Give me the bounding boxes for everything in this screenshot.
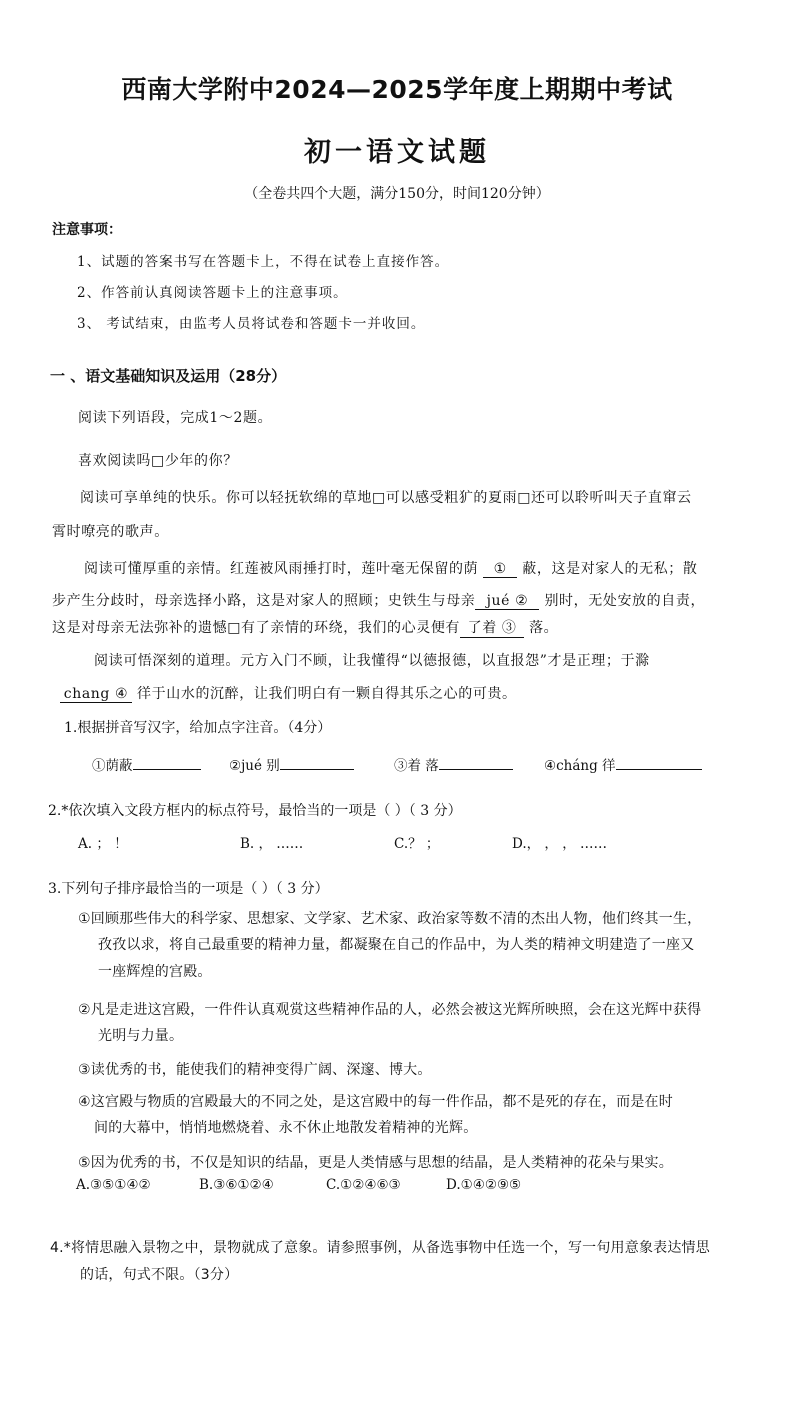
exam-meta: （全卷共四个大题，满分150分，时间120分钟） <box>244 186 550 202</box>
passage-text: 别时，无处安放的自责， <box>539 593 706 609</box>
q1-item-label: ①荫蔽 <box>92 758 133 774</box>
notice-item: 1、试题的答案书写在答题卡上，不得在试卷上直接作答。 <box>77 254 450 270</box>
passage-text: 落。 <box>524 620 559 636</box>
q3-option-b[interactable]: B.③⑥①②④ <box>199 1177 274 1193</box>
passage-text: 蔽，这是对家人的无私；散 <box>517 561 698 577</box>
q3-option-a[interactable]: A.③⑤①④② <box>76 1177 151 1193</box>
exam-subtitle: 初一语文试题 <box>304 137 490 168</box>
q2-option-d[interactable]: D.， ， ， …… <box>512 836 608 852</box>
question-1-stem: 1.根据拼音写汉字，给加点字注音。（4分） <box>64 720 332 736</box>
section-heading: 一 、语文基础知识及运用（28分） <box>50 367 287 385</box>
answer-blank[interactable] <box>616 757 702 770</box>
question-2-stem: 2.*依次填入文段方框内的标点符号，最恰当的一项是（ ）（ 3 分） <box>48 803 462 819</box>
passage-line: 阅读可享单纯的快乐。你可以轻抚软绵的草地□可以感受粗犷的夏雨□还可以聆听叫天子直窜云 <box>80 490 692 506</box>
q3-sentence: 孜孜以求，将自己最重要的精神力量，都凝聚在自己的作品中，为人类的精神文明建造了一座又 <box>98 937 695 953</box>
exam-title: 西南大学附中2024—2025学年度上期期中考试 <box>121 75 673 104</box>
q3-sentence: 光明与力量。 <box>98 1028 184 1044</box>
q1-item <box>92 754 201 774</box>
reading-question-line: 喜欢阅读吗□少年的你？ <box>78 453 238 469</box>
q2-option-b[interactable]: B. ， …… <box>240 836 304 852</box>
q3-sentence: ⑤因为优秀的书，不仅是知识的结晶，更是人类情感与思想的结晶，是人类精神的花朵与果实。 <box>78 1155 673 1171</box>
reading-intro: 阅读下列语段，完成1～2题。 <box>78 410 273 426</box>
q1-item <box>394 754 513 774</box>
passage-line <box>84 558 698 578</box>
q3-sentence: ②凡是走进这宫殿，一件件认真观赏这些精神作品的人，必然会被这光辉所映照，会在这光辉中获得 <box>78 1002 702 1018</box>
q3-sentence: ①回顾那些伟大的科学家、思想家、文学家、艺术家、政治家等数不清的杰出人物，他们终其一生， <box>78 911 702 927</box>
passage-text: 这是对母亲无法弥补的遗憾□有了亲情的环绕，我们的心灵便有 <box>52 620 461 636</box>
passage-line <box>52 590 705 610</box>
q3-sentence: ③读优秀的书，能使我们的精神变得广阔、深邃、博大。 <box>78 1062 432 1078</box>
passage-text: 阅读可懂厚重的亲情。红莲被风雨捶打时，莲叶毫无保留的荫 <box>84 561 484 577</box>
q3-sentence: ④这宫殿与物质的宫殿最大的不同之处，是这宫殿中的每一件作品，都不是死的存在，而是在时 <box>78 1094 673 1110</box>
passage-text: 徉于山水的沉醉，让我们明白有一颗自得其乐之心的可贵。 <box>132 686 517 702</box>
notice-item: 3、 考试结束，由监考人员将试卷和答题卡一并收回。 <box>77 316 426 332</box>
question-4-stem: 的话，句式不限。（3分） <box>80 1267 239 1283</box>
q1-item <box>229 754 354 774</box>
passage-line <box>60 683 517 703</box>
passage-line: 阅读可悟深刻的道理。元方入门不顾，让我懂得“以德报德，以直报怨”才是正理；于滁 <box>94 653 650 669</box>
q2-option-a[interactable]: A. ； ！ <box>78 836 128 852</box>
passage-text: 步产生分歧时，母亲选择小路，这是对家人的照顾；史铁生与母亲 <box>52 593 476 609</box>
question-4-stem: 4.*将情思融入景物之中，景物就成了意象。请参照事例，从备选事物中任选一个，写一句用意象表达情思 <box>50 1240 710 1256</box>
q3-option-c[interactable]: C.①②④⑥③ <box>326 1177 401 1193</box>
q3-sentence: 间的大幕中，悄悄地燃烧着、永不休止地散发着精神的光辉。 <box>94 1120 478 1136</box>
q1-item <box>544 754 702 774</box>
passage-line: 霄时嘹亮的歌声。 <box>52 524 169 540</box>
q3-sentence: 一座辉煌的宫殿。 <box>98 964 212 980</box>
answer-blank[interactable] <box>133 757 201 770</box>
notice-item: 2、作答前认真阅读答题卡上的注意事项。 <box>77 285 348 301</box>
q3-option-d[interactable]: D.①④②⑨⑤ <box>446 1177 522 1193</box>
answer-blank[interactable] <box>439 757 513 770</box>
pinyin-blank: ① <box>483 561 517 578</box>
pinyin-blank: chang ④ <box>60 686 132 703</box>
q1-item-label: ②jué 别 <box>229 758 280 774</box>
q1-item-label: ③着 落 <box>394 758 439 774</box>
answer-blank[interactable] <box>280 757 354 770</box>
notice-title: 注意事项： <box>52 222 122 238</box>
pinyin-blank: 了着 ③ <box>460 617 524 638</box>
question-3-stem: 3.下列句子排序最恰当的一项是（ ）（ 3 分） <box>48 881 329 897</box>
passage-line <box>52 617 558 638</box>
q2-option-c[interactable]: C.？ ； <box>394 836 440 852</box>
q1-item-label: ④cháng 徉 <box>544 758 616 774</box>
pinyin-blank: jué ② <box>475 593 539 610</box>
